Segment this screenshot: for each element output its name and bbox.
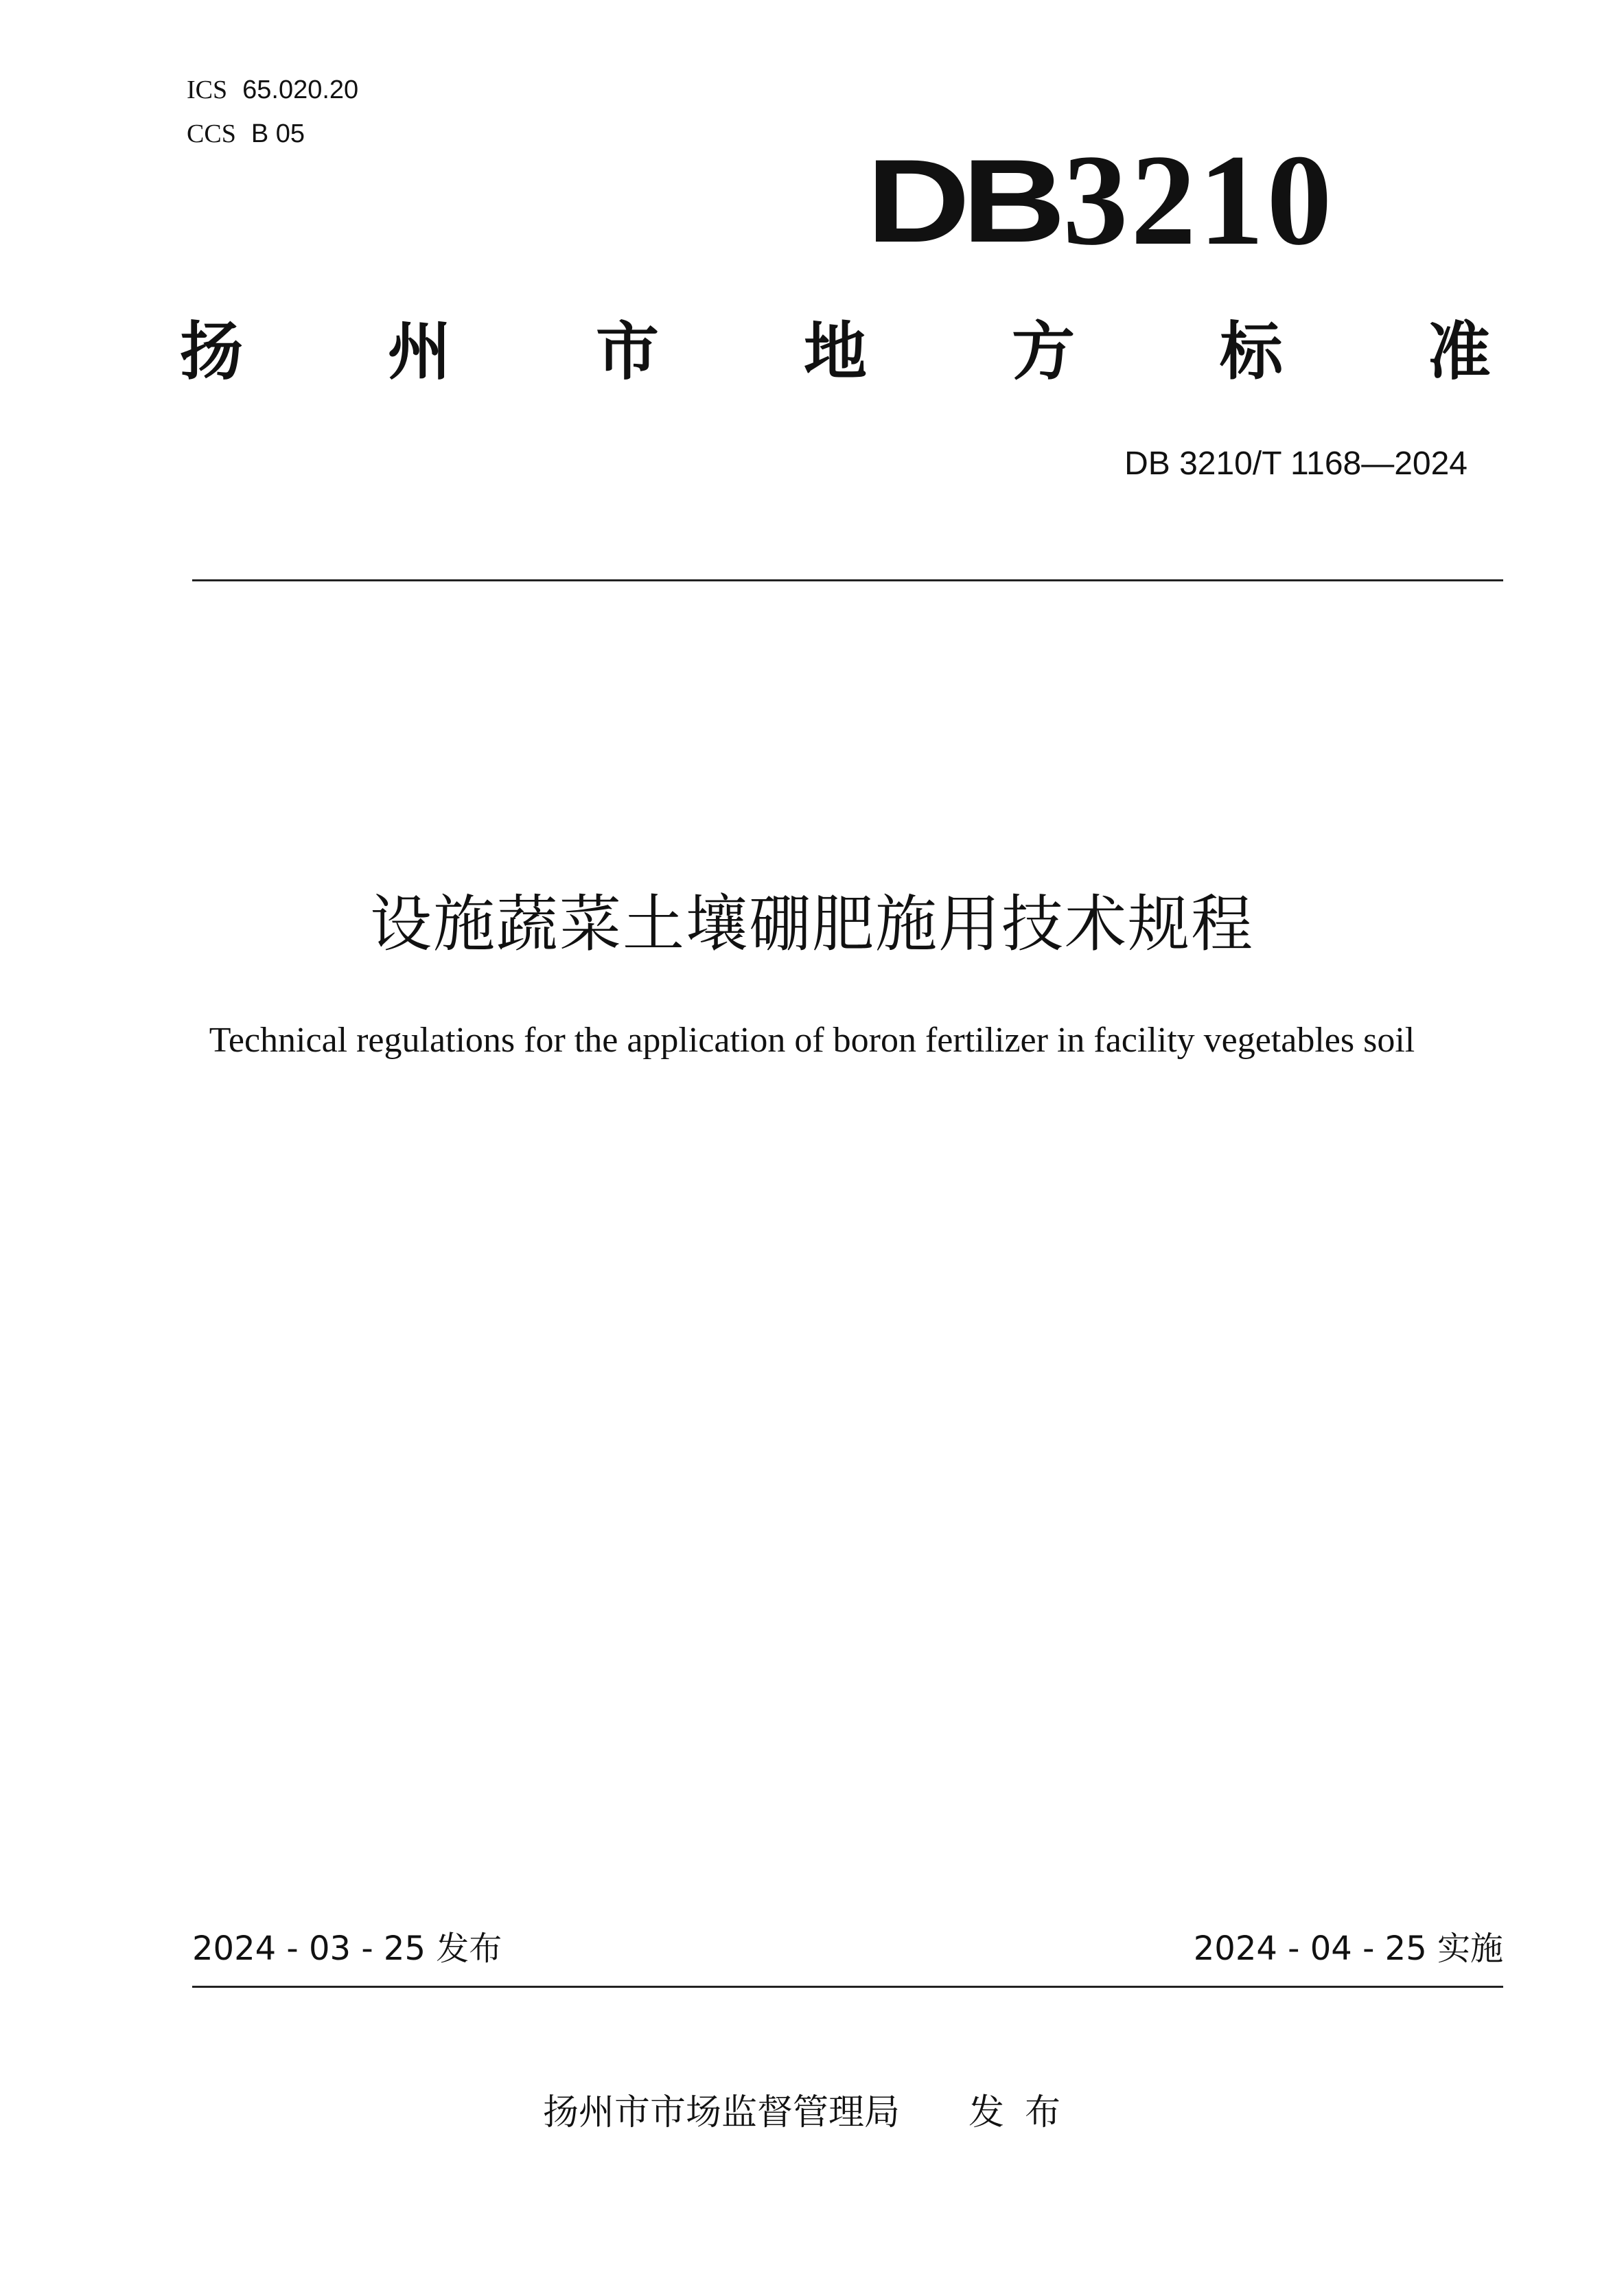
db-standard-logo — [866, 128, 1335, 272]
standard-type-char: 地 — [803, 315, 867, 389]
standard-type-heading — [180, 314, 1491, 390]
header-divider — [192, 579, 1503, 581]
standard-type-char: 市 — [595, 315, 659, 389]
issuer-name: 扬州市市场监督管理局 — [542, 2092, 900, 2133]
standard-type-char: 扬 — [180, 315, 244, 389]
document-title-chinese: 设施蔬菜土壤硼肥施用技术规程 — [370, 888, 1254, 960]
issue-date: 2024 - 03 - 25 发布 — [192, 1929, 502, 1968]
ccs-label: CCS — [187, 119, 236, 148]
standard-number: DB 3210/T 1168—2024 — [1124, 445, 1468, 482]
issuer-action: 发布 — [968, 2092, 1082, 2133]
ics-label: ICS — [187, 76, 228, 104]
db-logo-letters: DB — [866, 135, 1058, 267]
footer-divider — [192, 1986, 1503, 1988]
standard-type-char: 方 — [1011, 315, 1075, 389]
ics-code: 65.020.20 — [242, 76, 359, 104]
implementation-date: 2024 - 04 - 25 实施 — [1193, 1929, 1503, 1968]
issuer-line — [0, 2091, 1624, 2135]
ics-line — [187, 74, 358, 106]
standard-type-char: 州 — [387, 315, 451, 389]
db-logo-number: 3210 — [1063, 128, 1335, 272]
ccs-line — [187, 118, 305, 150]
document-title-english: Technical regulations for the application of boron fertilizer in facility vegetables soil — [209, 1021, 1415, 1060]
standard-type-char: 准 — [1427, 315, 1491, 389]
ccs-code: B 05 — [251, 119, 305, 148]
standard-type-char: 标 — [1219, 315, 1283, 389]
